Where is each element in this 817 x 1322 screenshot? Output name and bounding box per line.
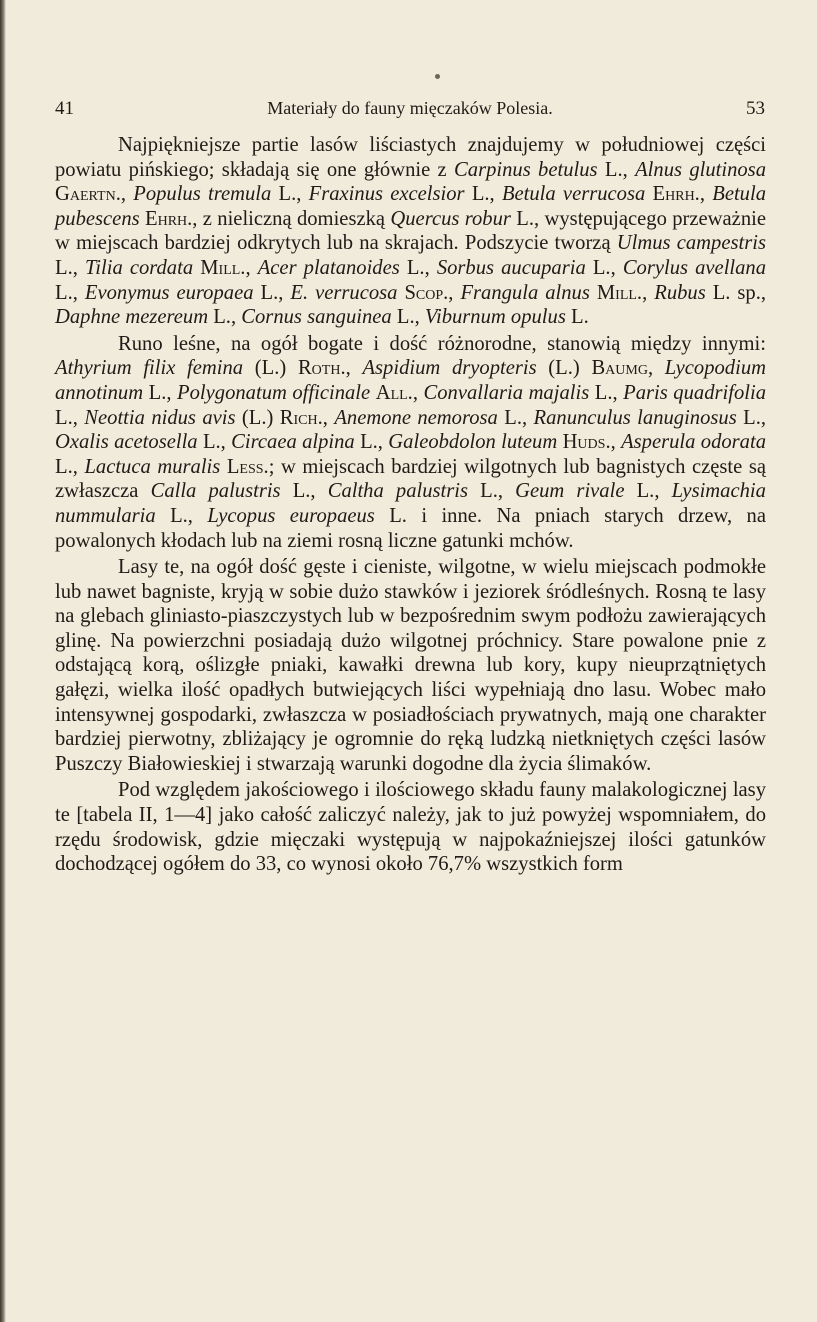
species-name: Paris quadrifolia (623, 381, 766, 404)
text-run: (L.) (536, 357, 592, 380)
text-run: L., (736, 406, 767, 429)
running-title: Materiały do fauny mięczaków Polesia. (267, 98, 553, 118)
text-run: , (647, 357, 665, 380)
text-run: L., (464, 183, 502, 206)
text-run: L. (565, 306, 589, 329)
text-run: , (642, 281, 655, 304)
species-name: Betula pubescens (55, 183, 766, 230)
text-run: L., (497, 406, 534, 429)
species-name: E. verrucosa (290, 281, 398, 304)
text-run: L., (624, 480, 672, 503)
species-name: Corylus avellana (622, 256, 767, 279)
text-run: L., (271, 183, 309, 206)
text-run: L., (55, 455, 85, 478)
text-run: , (345, 357, 363, 380)
species-name: Calla palustris (150, 480, 281, 503)
species-name: Anemone nemorosa (334, 406, 498, 429)
text-run (590, 282, 597, 304)
paragraph-3 (55, 555, 766, 776)
species-name: Asperula odorata (621, 431, 766, 454)
species-name: Frangula alnus (460, 281, 590, 304)
species-name: Geum rivale (515, 480, 625, 503)
text-run: Najpiękniejsze partie lasów liściastych znajdujemy w południowej części powiatu pińskiego; składają się one głównie z (55, 134, 766, 181)
text-run: ; w miejscach bardziej wilgotnych lub bagnistych częste są zwłaszcza (55, 455, 767, 503)
author-abbrev: Roth. (297, 357, 346, 380)
text-run: L., (468, 480, 516, 503)
text-run: L. sp., (705, 281, 767, 304)
species-name: Rubus (654, 281, 706, 304)
text-run: (L.) (235, 406, 280, 429)
print-speck (435, 74, 440, 79)
species-name: Lycopodium annotinum (55, 357, 766, 404)
species-name: Evonymus europaea (84, 281, 254, 304)
author-abbrev: Scop. (404, 281, 449, 304)
page-number-left: 41 (55, 98, 74, 119)
paragraph-2 (55, 332, 766, 553)
species-name: Lycopus europaeus (207, 504, 375, 527)
page-edge-shadow (0, 0, 6, 1322)
species-name: Sorbus aucuparia (436, 256, 586, 279)
text-run: (L.) (243, 357, 298, 380)
species-name: Tilia cordata (84, 256, 194, 279)
species-name: Carpinus betulus (454, 158, 598, 181)
text-run: L., (585, 256, 623, 279)
page-header (55, 98, 765, 126)
text-run: L., (253, 281, 291, 304)
species-name: Daphne mezereum (55, 306, 209, 329)
text-run: L., (589, 381, 624, 404)
text-run: , (120, 183, 134, 206)
species-name: Circaea alpina (231, 431, 355, 454)
text-run: , (322, 406, 335, 429)
species-name: Acer platanoides (257, 256, 400, 279)
paragraph-4 (55, 778, 766, 876)
author-abbrev: Less. (226, 455, 269, 478)
author-abbrev: Mill. (596, 281, 643, 304)
species-name: Ranunculus lanuginosus (533, 406, 737, 429)
species-name: Polygonatum officinale (177, 381, 371, 404)
text-run: , (610, 431, 622, 454)
text-run: , (448, 281, 461, 304)
text-run: Runo leśne, na ogół bogate i dość różnorodne, stanowią między innymi: (118, 332, 766, 355)
species-name: Neottia nidus avis (84, 406, 236, 429)
text-run: L., (354, 431, 389, 454)
text-run: L., występującego przeważnie w miejscach bardziej odkrytych lub na skrajach. Podszycie tworzą (55, 207, 766, 255)
text-run: L., (391, 306, 425, 329)
paragraph-1 (55, 133, 766, 330)
text-run (645, 183, 652, 205)
species-name: Lysimachia nummularia (55, 480, 766, 527)
page-number-right: 53 (746, 98, 765, 119)
author-abbrev: Rich. (279, 406, 323, 429)
author-abbrev: All. (375, 381, 413, 404)
text-run: , (412, 381, 424, 404)
text-run: L., (597, 158, 636, 181)
species-name: Betula verrucosa (501, 183, 646, 206)
text-run: L., (55, 256, 85, 279)
text-run: , (245, 256, 258, 279)
author-abbrev: Mill. (200, 256, 246, 279)
text-run: L. i inne. Na pniach starych drzew, na powalonych kłodach lub na ziemi rosną liczne gatunki mchów. (55, 504, 766, 552)
species-name: Populus tremula (133, 183, 272, 206)
species-name: Cornus sanguinea (241, 306, 392, 329)
text-run: L., (399, 256, 437, 279)
species-name: Athyrium filix femina (55, 357, 244, 380)
body-text (55, 133, 766, 877)
text-run: Lasy te, na ogół dość gęste i cieniste, wilgotne, w wielu miejscach podmokłe lub nawet bagniste, kryją w sobie dużo stawków i jeziorek śródleśnych. Rosną te lasy na glebach gliniasto-piaszczystych lub w bezpośrednim swym podłożu zawierających glinę. Na powierzchni posiadają dużo wilgotnej próchnicy. Stare powalone pnie z odstającą korą, oślizgłe pniaki, kawałki drewna lub kory, kupy nieuprzątniętych gałęzi, wielka ilość opadłych butwiejących liści wypełniają dno lasu. Wobec mało intensywnej gospodarki, zwłaszcza w posiadłościach prywatnych, mają one charakter bardziej pierwotny, zbliżający je ogromnie do ręką ludzką nietkniętych części lasów Puszczy Białowieskiej i stwarzają warunki dogodne dla życia ślimaków. (55, 556, 766, 775)
species-name: Quercus robur (390, 207, 511, 230)
species-name: Fraxinus excelsior (308, 183, 465, 206)
text-run: L., (280, 480, 328, 503)
author-abbrev: Baumg (591, 357, 648, 380)
species-name: Convallaria majalis (423, 381, 590, 404)
species-name: Viburnum opulus (424, 306, 566, 329)
text-run: Pod względem jakościowego i ilościowego składu fauny malakologicznej lasy te [tabela II, 1—4] jako całość zaliczyć należy, jak to już powyżej wspomniałem, do rzędu środowisk, gdzie mięczaki występują w najpokaźniejszej ilości gatunków dochodzącej ogółem do 33, co wynosi około 76,7% wszystkich form (55, 779, 766, 876)
species-name: Galeobdolon luteum (388, 431, 558, 454)
author-abbrev: Ehrh. (652, 183, 700, 206)
text-run: , (699, 183, 713, 206)
species-name: Alnus glutinosa (635, 158, 766, 181)
text-run: L., (55, 281, 85, 304)
text-run: L., (143, 381, 178, 404)
author-abbrev: Gaertn. (55, 183, 121, 206)
text-run: L., (55, 406, 85, 429)
author-abbrev: Ehrh. (145, 207, 193, 230)
species-name: Aspidium dryopteris (362, 357, 537, 380)
species-name: Lactuca muralis (84, 455, 221, 478)
species-name: Ulmus campestris (616, 232, 766, 255)
text-run: L., (197, 431, 232, 454)
species-name: Caltha palustris (327, 480, 468, 503)
text-run: L., (208, 306, 242, 329)
text-run: , z nieliczną domieszką (192, 207, 391, 230)
author-abbrev: Huds. (562, 431, 611, 454)
text-run: L., (155, 504, 208, 527)
species-name: Oxalis acetosella (55, 431, 198, 454)
